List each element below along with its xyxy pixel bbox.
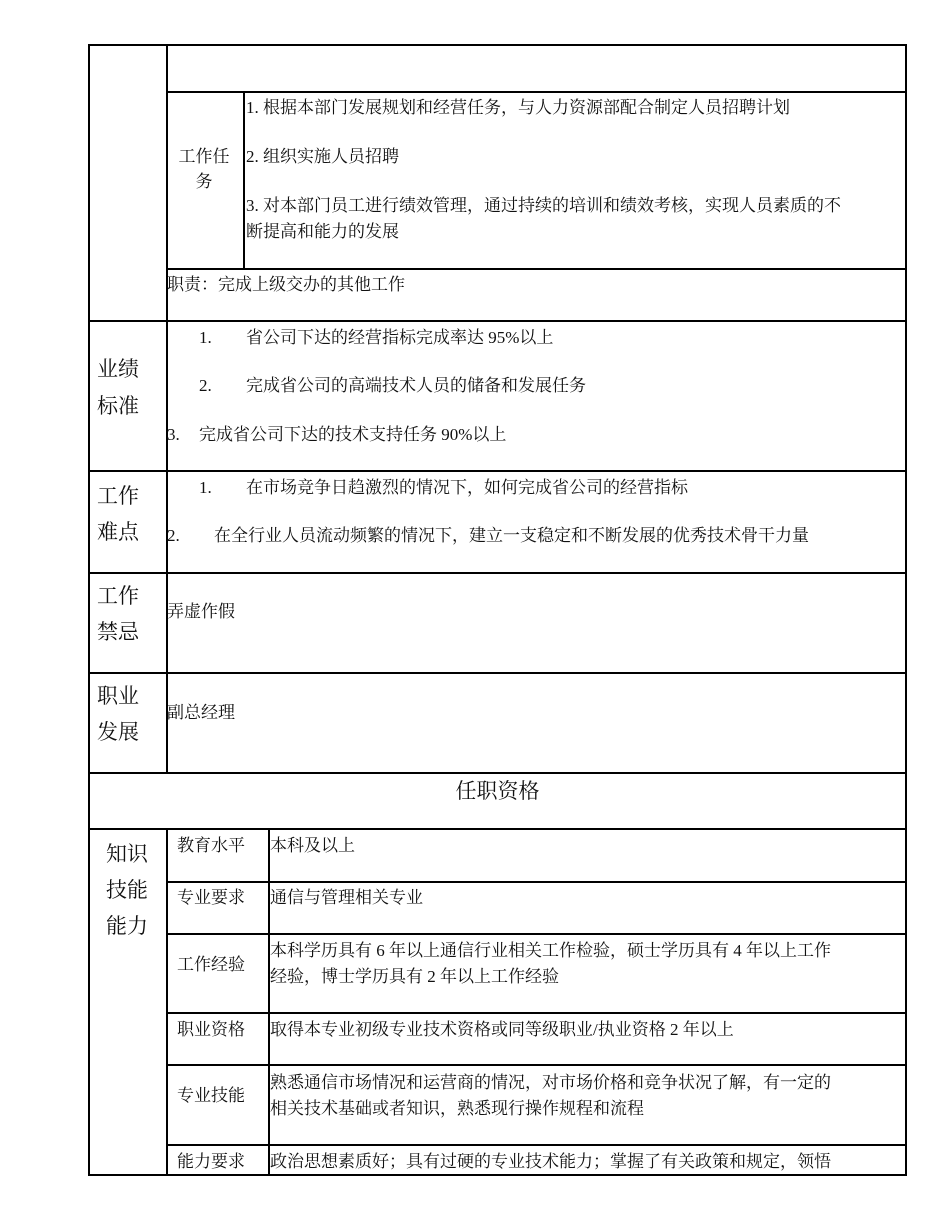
task-line-2: 2. 组织实施人员招聘 [246,147,399,166]
section-label-qualification-2: 技能 [106,878,148,902]
qualification-key-experience: 工作经验 [177,955,245,974]
qualification-value-experience-1: 本科学历具有 6 年以上通信行业相关工作检验，硕士学历具有 4 年以上工作 [270,941,831,960]
table-border-bottom [88,1174,907,1176]
row-divider [88,772,907,774]
section-label-performance-2: 标准 [97,394,139,418]
qualification-key-skills: 专业技能 [177,1086,245,1105]
difficulty-item-1-text: 在市场竞争日趋激烈的情况下，如何完成省公司的经营指标 [246,478,688,497]
taboo-text: 弄虚作假 [167,602,235,621]
row-divider [166,933,906,935]
qualification-value-ability: 政治思想素质好；具有过硬的专业技术能力；掌握了有关政策和规定，领悟 [270,1152,831,1171]
row-divider [88,672,907,674]
section-label-difficulty-1: 工作 [97,484,139,508]
qualification-value-certification: 取得本专业初级专业技术资格或同等级职业/执业资格 2 年以上 [270,1020,734,1039]
qualification-key-major: 专业要求 [177,888,245,907]
section-label-taboo-1: 工作 [97,584,139,608]
row-divider [88,470,907,472]
row-divider [166,1064,906,1066]
section-label-qualification-1: 知识 [106,842,148,866]
performance-item-3-text: 完成省公司下达的技术支持任务 90%以上 [199,425,507,444]
row-divider [88,320,907,322]
performance-item-3-num: 3. [167,425,180,444]
section-label-difficulty-2: 难点 [97,520,139,544]
difficulty-item-1-num: 1. [199,478,212,497]
row-divider [88,828,907,830]
row-divider [88,572,907,574]
task-line-1: 1. 根据本部门发展规划和经营任务，与人力资源部配合制定人员招聘计划 [246,98,790,117]
qualification-key-education: 教育水平 [177,836,245,855]
performance-item-1-num: 1. [199,328,212,347]
section-label-performance-1: 业绩 [97,357,139,381]
qualification-value-major: 通信与管理相关专业 [270,888,423,907]
career-text: 副总经理 [167,703,235,722]
row-divider [166,1144,906,1146]
difficulty-item-2-text: 在全行业人员流动频繁的情况下，建立一支稳定和不断发展的优秀技术骨干力量 [214,526,809,545]
section-label-career-2: 发展 [97,720,139,744]
performance-item-1-text: 省公司下达的经营指标完成率达 95%以上 [246,328,554,347]
table-border-top [88,44,907,46]
row-divider [166,91,906,93]
qualification-value-education: 本科及以上 [270,836,355,855]
task-line-4: 断提高和能力的发展 [246,222,399,241]
difficulty-item-2-num: 2. [167,526,180,545]
section-label-taboo-2: 禁忌 [97,620,139,644]
qualification-header: 任职资格 [455,779,540,803]
table-border-left [88,44,90,1175]
duty-text: 职责：完成上级交办的其他工作 [167,275,405,294]
row-divider [166,881,906,883]
performance-item-2-num: 2. [199,376,212,395]
performance-item-2-text: 完成省公司的高端技术人员的储备和发展任务 [246,376,586,395]
task-label: 工作任务 [178,147,230,191]
qualification-key-ability: 能力要求 [177,1152,245,1171]
qualification-key-certification: 职业资格 [177,1020,245,1039]
table-border-right [905,44,907,1175]
section-label-career-1: 职业 [97,684,139,708]
qualification-value-skills-2: 相关技术基础或者知识，熟悉现行操作规程和流程 [270,1099,644,1118]
row-divider [166,268,906,270]
qualification-value-skills-1: 熟悉通信市场情况和运营商的情况，对市场价格和竞争状况了解，有一定的 [270,1073,831,1092]
task-line-3: 3. 对本部门员工进行绩效管理，通过持续的培训和绩效考核，实现人员素质的不 [246,196,841,215]
section-label-qualification-3: 能力 [106,914,148,938]
row-divider [166,1012,906,1014]
task-label-divider [243,91,245,268]
qualification-value-experience-2: 经验，博士学历具有 2 年以上工作经验 [270,967,559,986]
